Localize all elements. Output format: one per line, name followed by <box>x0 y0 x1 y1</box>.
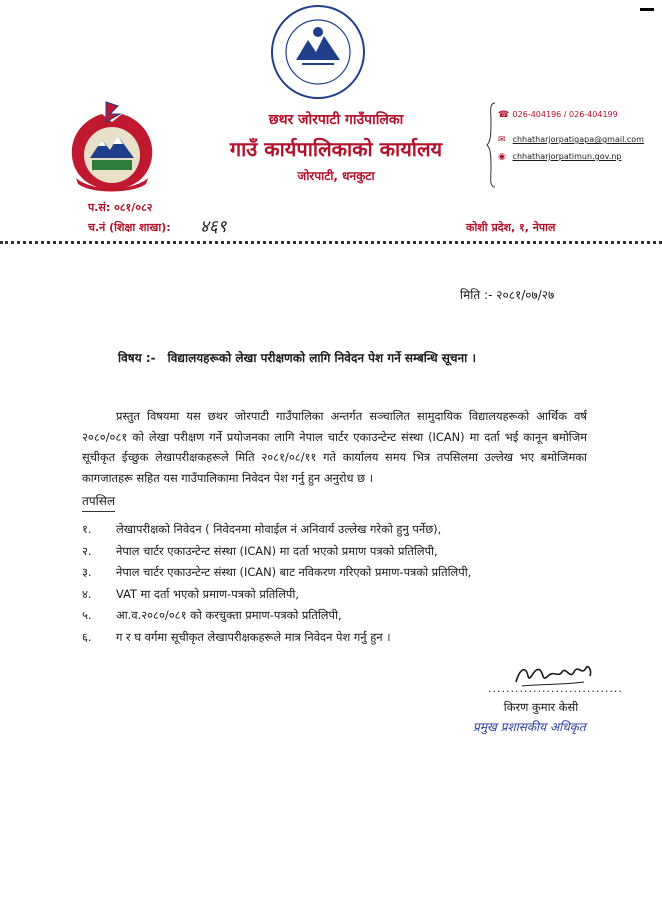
office-name: गाउँ कार्यपालिकाको कार्यालय <box>229 137 443 161</box>
contact-phone-row <box>498 110 660 120</box>
list-item: २. नेपाल चार्टर एकाउन्टेन्ट संस्था (ICAN) मा दर्ता भएको प्रमाण पत्रको प्रतिलिपी, <box>82 543 438 558</box>
province-text: कोशी प्रदेश, १, नेपाल <box>466 221 556 234</box>
subject-label: विषय :- <box>118 351 156 365</box>
list-item: ५. आ.व.२०८०/०८१ को करचुक्ता प्रमाण-पत्रको प्रतिलिपी, <box>82 608 342 622</box>
website-link[interactable]: chhatharjorpatimun.gov.np <box>512 152 622 161</box>
contact-block <box>486 100 662 192</box>
list-item: १. लेखापरीक्षको निवेदन ( निवेदनमा मोवाईल नं अनिवार्य उल्लेख गरेको हुनु पर्नेछ), <box>82 522 442 536</box>
signer-name: किरण कुमार केसी <box>503 700 579 714</box>
corner-mark <box>640 8 654 11</box>
signature-line: .............................. <box>488 682 623 695</box>
letter-date: मिति :- २०८१/०७/२७ <box>460 288 555 302</box>
municipality-name: छथर जोरपाटी गाउँपालिका <box>268 112 404 128</box>
body-paragraph <box>82 406 587 488</box>
brace-divider <box>486 102 496 188</box>
office-address: जोरपाटी, धनकुटा <box>297 169 375 183</box>
list-item: ३. नेपाल चार्टर एकाउन्टेन्ट संस्था (ICAN) बाट नविकरण गरिएको प्रमाण-पत्रको प्रतिलिपी, <box>82 565 472 579</box>
list-item: ६. ग र घ वर्गमा सूचीकृत लेखापरीक्षकहरूले मात्र निवेदन पेश गर्नु हुन । <box>82 629 391 644</box>
body-text: प्रस्तुत विषयमा यस छथर जोरपाटी गाउँपालिका अन्तर्गत सञ्चालित सामुदायिक विद्यालयहरूको आर्थिक वर्ष २०८०/०८१ को लेखा परीक्षण गर्ने प्रयोजनका लागि नेपाल चार्टर एकाउन्टेन्ट संस्था (ICAN) मा दर्ता भई कानून बमोजिम सूचीकृत ईच्छुक लेखापरीक्षकहरूले मिति २०८१/०८/११ गते कार्यालय समय भित्र तपसिलमा उल्लेख भए बमोजिमका कागजातहरू सहित यस गाउँपालिकामा निवेदन पेश गर्नु हुन अनुरोध छ । <box>82 409 587 485</box>
list-item: ४. VAT मा दर्ता भएको प्रमाण-पत्रको प्रतिलिपी, <box>82 586 299 601</box>
email-icon: ✉ <box>498 135 506 145</box>
dispatch-number: ४६९ <box>200 217 227 237</box>
contact-website-row <box>498 152 660 162</box>
contact-email-row <box>498 135 660 145</box>
globe-icon: ◉ <box>498 152 506 162</box>
subject-text: विद्यालयहरूको लेखा परीक्षणको लागि निवेदन पेश गर्ने सम्बन्धि सूचना । <box>167 351 476 365</box>
subject-line <box>118 349 476 366</box>
list-title: तपसिल <box>82 492 115 512</box>
requirements-list <box>82 522 612 651</box>
header-divider <box>0 241 662 244</box>
fiscal-year-ref: प.सं: ०८१/०८२ <box>88 201 153 214</box>
phone-icon: ☎ <box>498 110 510 120</box>
municipal-seal-icon <box>262 2 374 108</box>
signer-title: प्रमुख प्रशासकीय अधिकृत <box>473 720 586 734</box>
dispatch-ref-label: च.नं (शिक्षा शाखा): <box>88 221 171 234</box>
phone-text: 026-404196 / 026-404199 <box>512 110 618 119</box>
email-link[interactable]: chhatharjorpatigapa@gmail.com <box>512 135 644 144</box>
